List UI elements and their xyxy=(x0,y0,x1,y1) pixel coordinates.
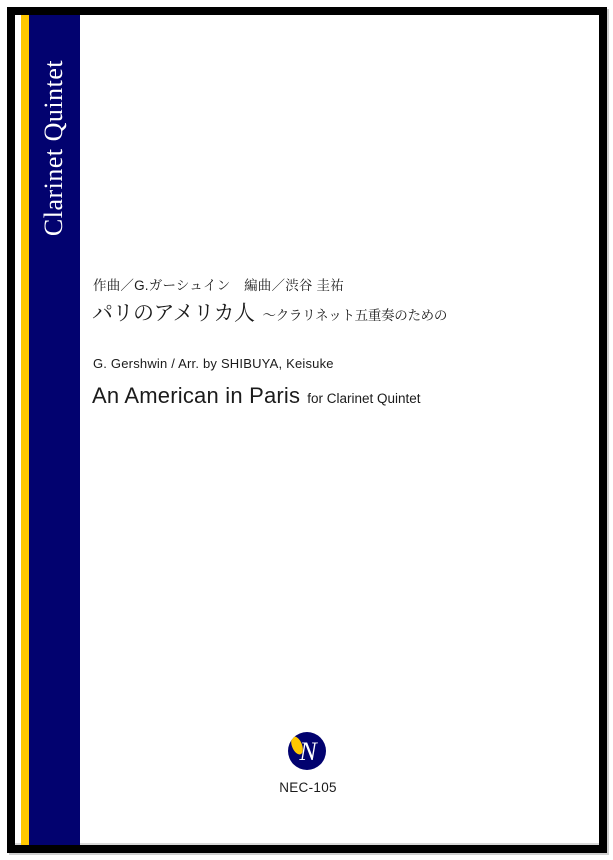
title-japanese-subtitle: ～クラリネット五重奏のための xyxy=(262,308,448,323)
title-english-subtitle: for Clarinet Quintet xyxy=(307,391,421,406)
title-japanese xyxy=(92,297,447,327)
credits-japanese: 作曲／G.ガーシュイン 編曲／渋谷 圭祐 xyxy=(93,278,344,293)
catalog-number: NEC-105 xyxy=(279,780,337,795)
title-english-main: An American in Paris xyxy=(92,383,301,408)
page-frame xyxy=(7,7,607,853)
title-japanese-main: パリのアメリカ人 xyxy=(92,302,255,325)
spine-label: Clarinet Quintet xyxy=(39,59,69,237)
spine-gold-stripe xyxy=(21,15,29,845)
title-english xyxy=(92,383,421,409)
spine-label-box xyxy=(29,48,80,248)
publisher-logo-icon xyxy=(288,732,326,770)
credits-english: G. Gershwin / Arr. by SHIBUYA, Keisuke xyxy=(93,356,334,371)
logo-letter: N xyxy=(299,737,317,766)
